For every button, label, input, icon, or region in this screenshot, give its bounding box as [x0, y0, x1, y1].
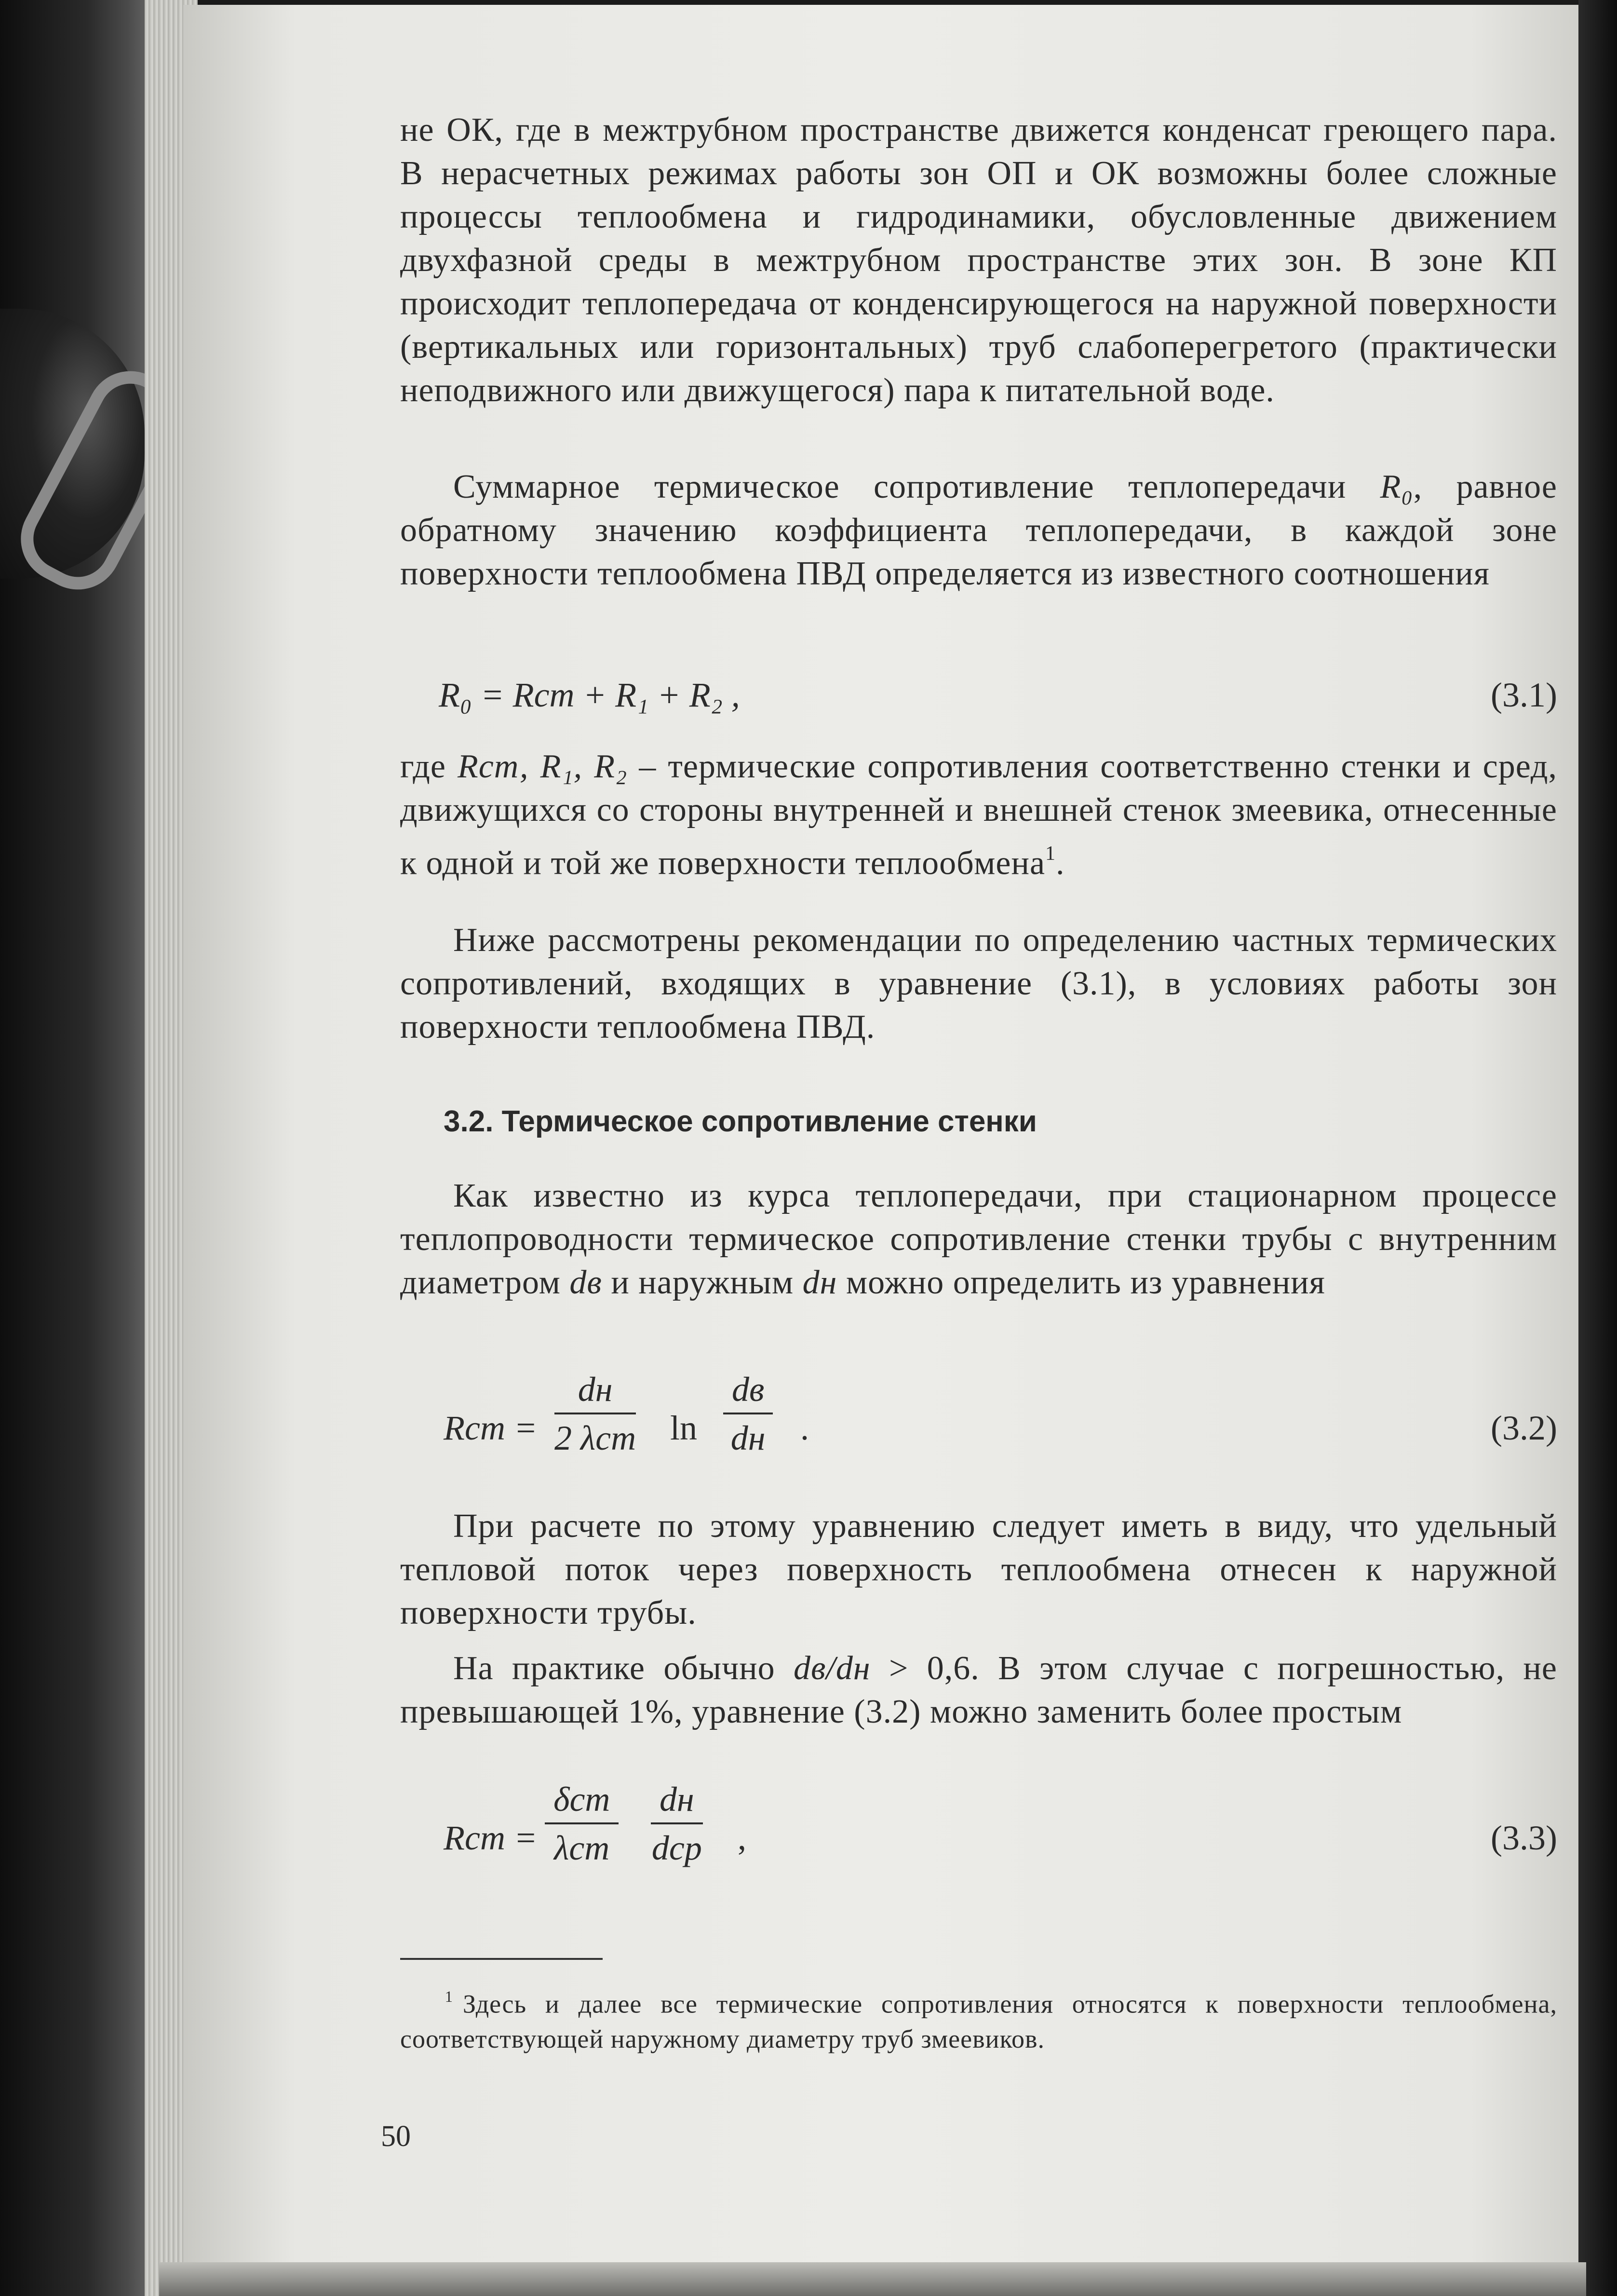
equation-3-2-f2-numerator: dв	[723, 1370, 773, 1414]
footnote-divider	[400, 1958, 603, 1960]
paragraph-5-mid: и наружным	[602, 1264, 803, 1301]
paragraph-2-start: Суммарное термическое сопротивление теплопередачи	[453, 468, 1380, 505]
equation-3-3-lhs: Rст =	[444, 1819, 538, 1857]
paragraph-6	[400, 1505, 1557, 1635]
paragraph-5-start: Как известно из курса теплопередачи, при стационарном процессе теплопроводности термическое сопротивление стенки трубы с внутренним диаметром	[400, 1177, 1557, 1301]
equation-3-1-number: (3.1)	[1491, 676, 1557, 714]
paragraph-4	[400, 919, 1557, 1049]
footnote-reference: 1	[1045, 842, 1056, 865]
equation-3-3-fraction-1	[545, 1780, 619, 1868]
equation-3-3-f1-numerator: δст	[545, 1780, 619, 1824]
page-number: 50	[381, 2120, 411, 2153]
footnote-mark: 1	[445, 1988, 453, 2006]
equation-3-1	[439, 675, 1557, 723]
paragraph-6-text: При расчете по этому уравнению следует иметь в виду, что удельный тепловой поток через поверхность теплообмена отнесен к наружной поверхности трубы.	[400, 1508, 1557, 1631]
paragraph-3: где Rст, R₁, R₂ – термические сопротивления соответственно стенки и сред, движущихся со стороны внутренней и внешней стенок змеевика, отнесенные к одной и той же поверхности теплообмена$^1$.	[400, 748, 1557, 882]
equation-3-3-f2-numerator: dн	[651, 1780, 703, 1824]
equation-3-2-fraction-2	[723, 1370, 773, 1458]
paragraph-3-mid: – термические сопротивления соответственно стенки и сред, движущихся со стороны внутренней и внешней стенок змеевика, отнесенные к одной и той же поверхности теплообмена	[400, 748, 1557, 882]
footnote-text: Здесь и далее все термические сопротивления относятся к поверхности теплообмена, соответствующей наружному диаметру труб змеевиков.	[400, 1989, 1557, 2053]
paragraph-3-start: где	[400, 748, 458, 785]
equation-3-3-fraction-2	[651, 1780, 703, 1868]
equation-3-3-f2-denominator: dср	[651, 1829, 702, 1867]
dark-background-right	[1578, 0, 1617, 2296]
equation-3-2-f1-numerator: dн	[554, 1370, 636, 1414]
symbol-dv-dn-ratio: dв/dн	[794, 1650, 871, 1687]
paragraph-7-start: На практике обычно	[453, 1650, 794, 1687]
footnote	[400, 1980, 1557, 2056]
paragraph-4-text: Ниже рассмотрены рекомендации по определению частных термических сопротивлений, входящих в уравнение (3.1), в условиях работы зон поверхности теплообмена ПВД.	[400, 922, 1557, 1046]
section-heading: 3.2. Термическое сопротивление стенки	[444, 1105, 1037, 1138]
paragraph-2	[400, 465, 1557, 596]
symbol-resistances: Rст, R₁, R₂	[457, 748, 628, 785]
equation-3-2-fraction-1	[554, 1370, 636, 1458]
paragraph-7	[400, 1647, 1557, 1734]
paragraph-5-end: можно определить из уравнения	[837, 1264, 1325, 1301]
equation-3-1-body: R₀ = Rст + R₁ + R₂ ,	[439, 676, 740, 714]
symbol-dv: dв	[569, 1264, 602, 1301]
page-bottom-edge	[159, 2262, 1586, 2296]
symbol-dn: dн	[802, 1264, 837, 1301]
equation-3-2-number: (3.2)	[1491, 1409, 1557, 1447]
equation-3-2-f2-denominator: dн	[730, 1419, 766, 1457]
equation-3-2-f1-denominator: 2 λст	[554, 1419, 636, 1457]
paragraph-1	[400, 109, 1557, 412]
symbol-r0: R₀	[1380, 468, 1414, 505]
paragraph-7-end: . В этом случае с погрешностью, не превышающей 1%, уравнение (3.2) можно заменить более простым	[400, 1650, 1557, 1730]
paragraph-1-text: не ОК, где в межтрубном пространстве движется конденсат греющего пара. В нерасчетных режимах работы зон ОП и ОК возможны более сложные процессы теплообмена и гидродинамики, обусловленные движением двухфазной среды в межтрубном пространстве этих зон. В зоне КП происходит теплопередача от конденсирующегося на наружной поверхности (вертикальных или горизонтальных) труб слабоперегретого (практически неподвижного или движущегося) пара к питательной воде.	[400, 111, 1557, 409]
equation-3-2-tail: .	[800, 1409, 809, 1447]
equation-3-3-tail: ,	[738, 1819, 746, 1857]
equation-3-3	[400, 1780, 1557, 1890]
equation-3-2-ln: ln	[670, 1409, 698, 1447]
equation-3-2	[400, 1370, 1557, 1481]
paragraph-2-end: , равное обратному значению коэффициента теплопередачи, в каждой зоне поверхности теплообмена ПВД определяется из известного соотношения	[400, 468, 1557, 592]
paragraph-5	[400, 1174, 1557, 1304]
paragraph-7-condition: > 0,6	[870, 1650, 971, 1687]
equation-3-3-number: (3.3)	[1491, 1819, 1557, 1857]
equation-3-3-f1-denominator: λст	[554, 1829, 610, 1867]
equation-3-2-lhs: Rст =	[444, 1409, 538, 1447]
